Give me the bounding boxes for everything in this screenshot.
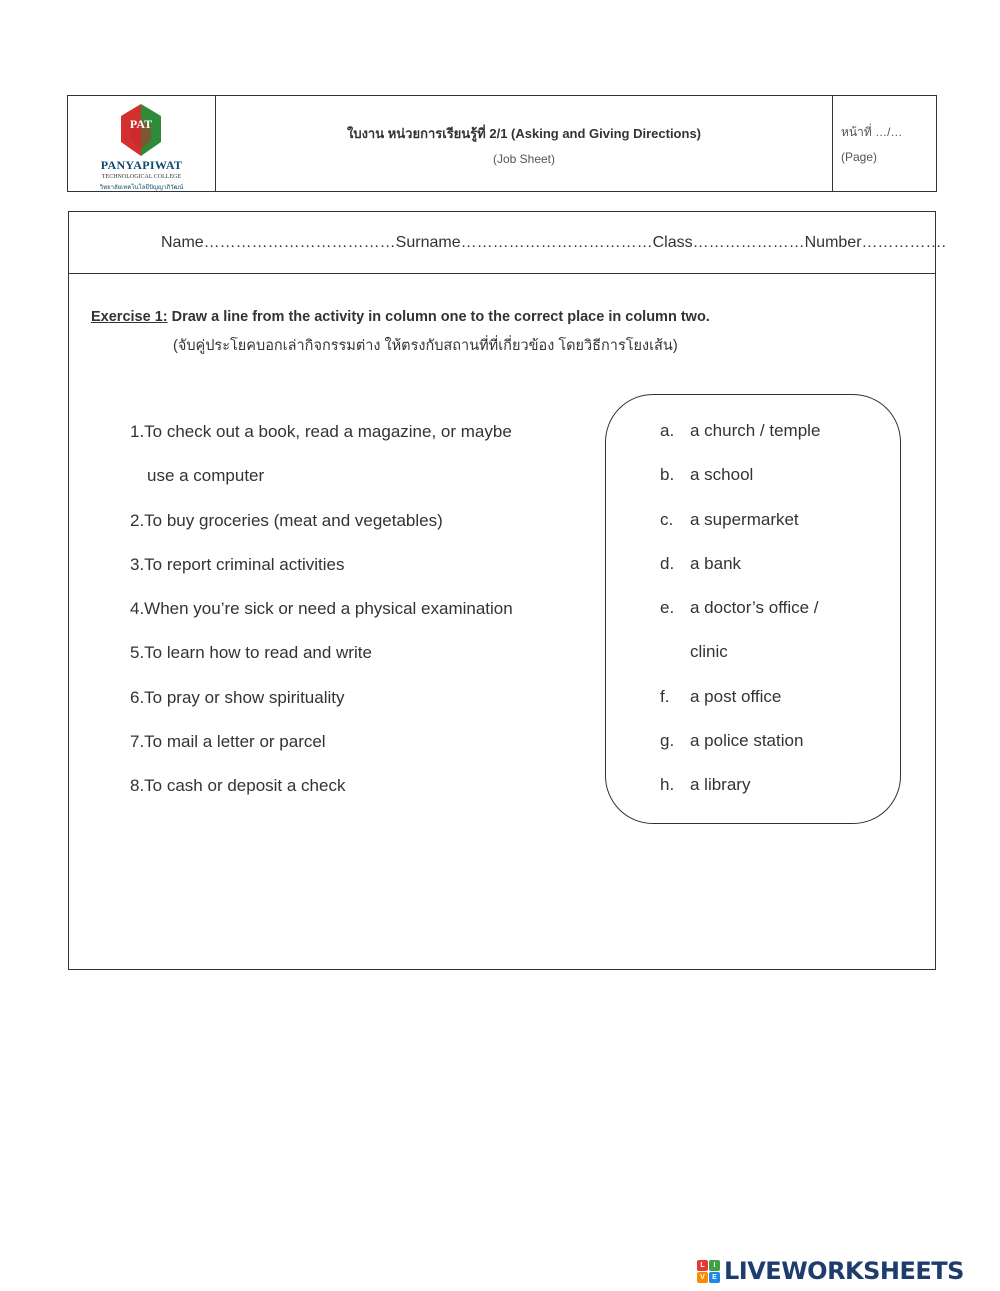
worksheet-header xyxy=(67,95,937,192)
activity-item: 3.To report criminal activities xyxy=(130,554,345,574)
activity-item: 1.To check out a book, read a magazine, or maybe xyxy=(130,422,512,441)
logo-cell: E xyxy=(709,1272,720,1283)
activity-item: 7.To mail a letter or parcel xyxy=(130,732,326,752)
activity-item: use a computer xyxy=(147,466,265,486)
activity-column xyxy=(130,422,513,821)
place-text: a church / temple xyxy=(690,421,821,440)
college-logo xyxy=(68,96,216,191)
exercise-instruction-text: Draw a line from the activity in column one to the correct place in column two. xyxy=(167,309,710,325)
student-info-row xyxy=(69,212,946,274)
logo-thai-name: วิทยาลัยเทคโนโลยีปัญญาภิวัฒน์ xyxy=(99,185,184,191)
place-letter: g. xyxy=(660,731,675,751)
liveworksheets-wordmark: LIVEWORKSHEETS xyxy=(724,1257,964,1285)
student-info-line: Name………………………………Surname………………………………Class…………………Number……………. xyxy=(161,234,946,251)
place-letter: d. xyxy=(660,553,675,573)
logo-college: TECHNOLOGICAL COLLEGE xyxy=(101,174,182,180)
place-letter: a. xyxy=(660,421,675,440)
place-letter: b. xyxy=(660,465,675,485)
liveworksheets-logo-icon xyxy=(697,1260,720,1283)
place-text: a police station xyxy=(690,731,804,751)
liveworksheets-brand[interactable] xyxy=(697,1256,964,1286)
place-letter: f. xyxy=(660,686,670,706)
activity-item: 2.To buy groceries (meat and vegetables) xyxy=(130,510,443,530)
place-text: a supermarket xyxy=(690,509,799,529)
sheet-subtitle: (Job Sheet) xyxy=(492,152,556,166)
exercise-instruction xyxy=(91,309,710,325)
exercise-thai-instruction: (จับคู่ประโยคบอกเล่ากิจกรรมต่าง ให้ตรงกับสถานที่ที่เกี่ยวข้อง โดยวิธีการโยงเส้น) xyxy=(173,338,678,354)
logo-initials: PAT xyxy=(129,117,153,131)
header-title-cell xyxy=(216,96,833,191)
logo-name: PANYAPIWAT xyxy=(100,158,183,172)
place-letter: c. xyxy=(660,509,674,529)
place-text: a doctor’s office / xyxy=(690,598,819,618)
place-text: a library xyxy=(690,775,751,795)
activity-item: 4.When you’re sick or need a physical examination xyxy=(130,599,513,619)
activity-item: 8.To cash or deposit a check xyxy=(130,776,346,796)
activity-item: 6.To pray or show spirituality xyxy=(130,687,345,707)
place-text: a post office xyxy=(690,686,782,706)
place-letter: e. xyxy=(660,598,675,618)
place-text: clinic xyxy=(690,642,728,662)
logo-cell: L xyxy=(697,1260,708,1271)
pat-shield-icon xyxy=(119,102,163,158)
place-letter: h. xyxy=(660,775,675,795)
page-number-label: หน้าที่ …/… xyxy=(841,125,903,139)
exercise-box xyxy=(68,211,946,970)
place-text: a school xyxy=(690,465,754,485)
place-text: a bank xyxy=(690,553,742,573)
sheet-title: ใบงาน หน่วยการเรียนรู้ที่ 2/1 (Asking and Giving Directions) xyxy=(346,126,701,141)
logo-cell: V xyxy=(697,1272,708,1283)
page-label-en: (Page) xyxy=(841,150,878,164)
activity-item: 5.To learn how to read and write xyxy=(130,643,372,663)
logo-cell: I xyxy=(709,1260,720,1271)
exercise-label: Exercise 1: xyxy=(91,309,168,325)
header-page-cell xyxy=(833,96,936,191)
